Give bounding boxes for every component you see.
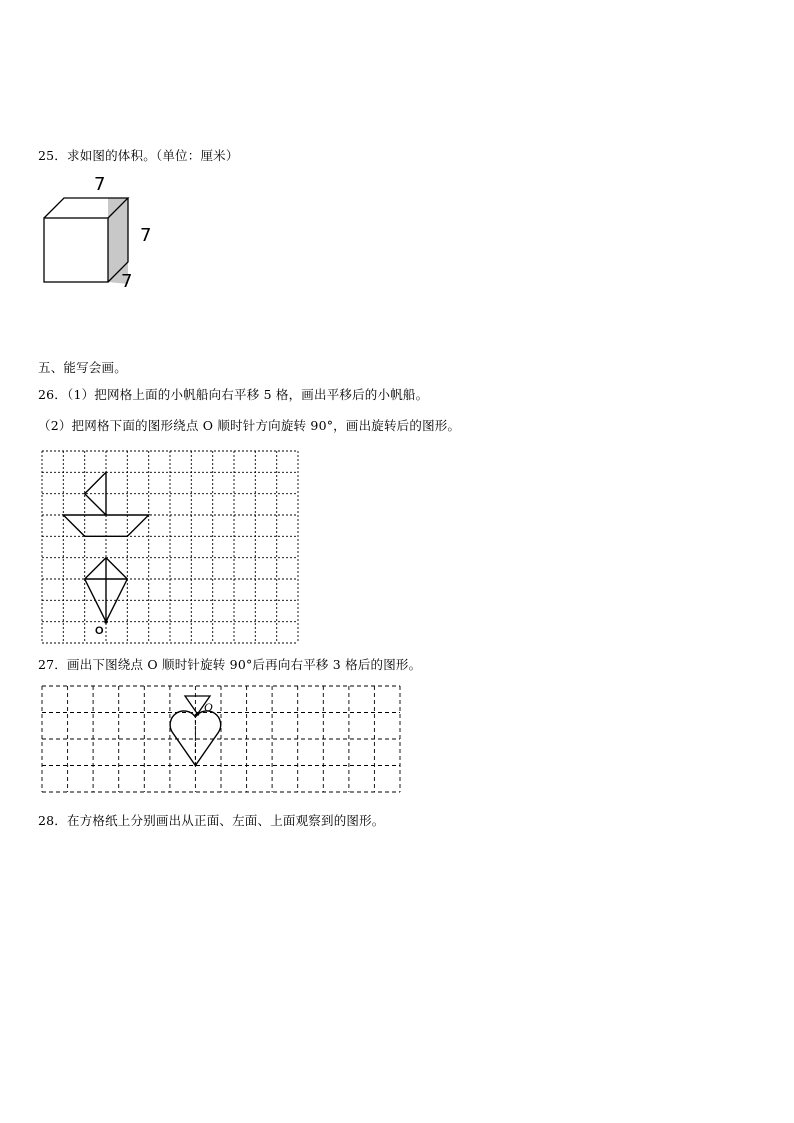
- sailboat-shape: [63, 472, 148, 536]
- cube-front-face: [44, 218, 108, 282]
- rotation-point-o-27: [196, 712, 200, 716]
- question-26-line-1: 26．（1）把网格上面的小帆船向右平移 5 格，画出平移后的小帆船。: [38, 387, 429, 402]
- point-o-label-26: O: [95, 625, 104, 637]
- question-26-line-2: （2）把网格下面的图形绕点 O 顺时针方向旋转 90°，画出旋转后的图形。: [38, 418, 461, 433]
- dotted-grid: [42, 451, 298, 643]
- cube-figure: [30, 168, 170, 293]
- section-5-title: 五、能写会画。: [38, 360, 127, 375]
- cube-right-dimension: 7: [140, 225, 152, 246]
- sailboat-hull: [63, 515, 148, 536]
- question-28-text: 28．在方格纸上分别画出从正面、左面、上面观察到的图形。: [38, 813, 385, 828]
- cube-top-dimension: 7: [94, 174, 106, 195]
- grid-figure-26: [40, 449, 302, 645]
- cube-bottom-dimension: 7: [121, 271, 133, 292]
- grid-figure-27: [40, 684, 404, 796]
- question-25-text: 25．求如图的体积。（单位：厘米）: [38, 148, 239, 163]
- question-27-text: 27．画出下图绕点 O 顺时针旋转 90°后再向右平移 3 格后的图形。: [38, 657, 422, 672]
- kite-shape: [85, 558, 128, 622]
- dashed-grid: [42, 686, 400, 792]
- point-o-label-27: O: [204, 700, 213, 714]
- rotation-point-o: [104, 620, 108, 624]
